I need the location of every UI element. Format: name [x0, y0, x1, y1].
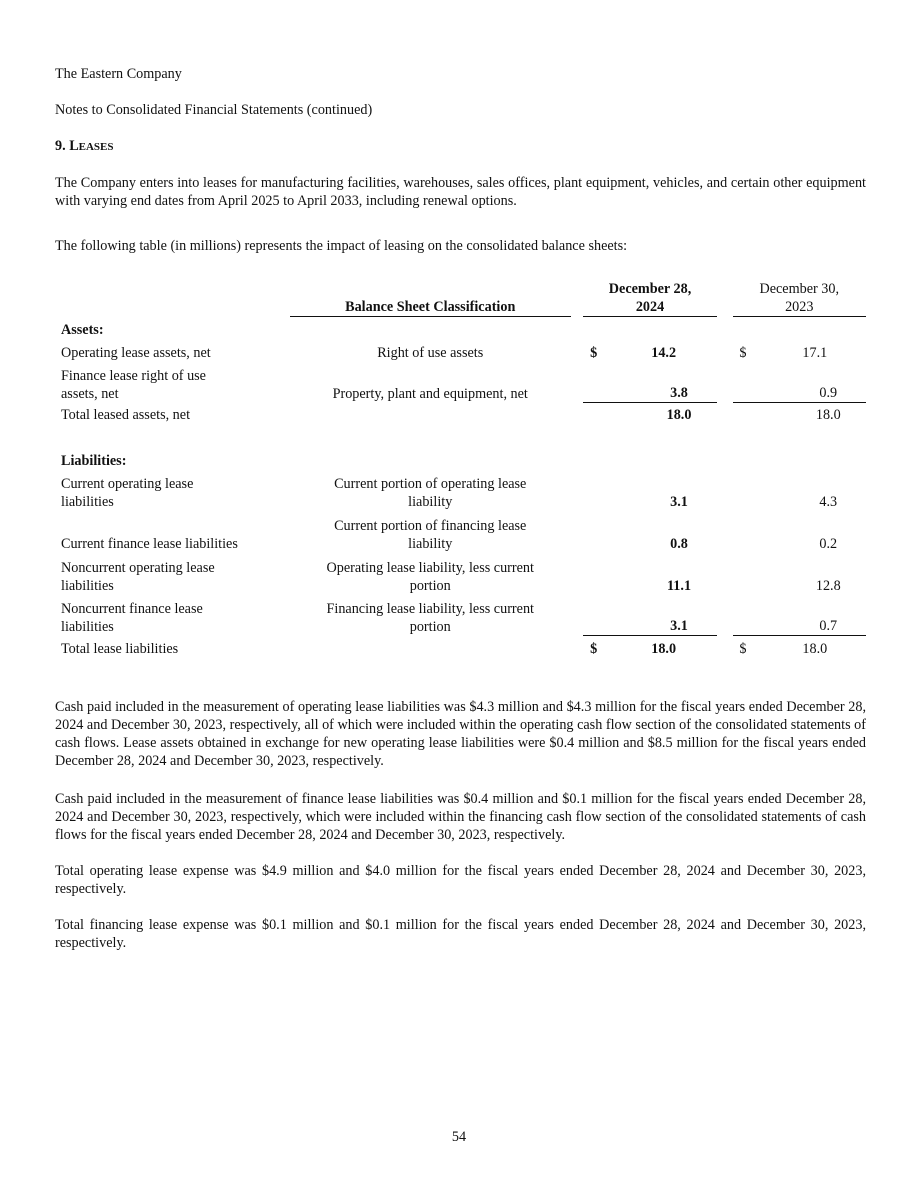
currency-symbol: $	[590, 641, 598, 657]
header-2023	[733, 280, 866, 317]
section-heading	[55, 137, 114, 156]
total-liabilities-2024: 18.0	[651, 641, 677, 657]
table-row-current-finance	[55, 511, 866, 553]
current-operating-label-line2: liabilities	[61, 494, 114, 510]
total-assets-2023: 18.0	[815, 407, 841, 423]
total-assets-label: Total leased assets, net	[61, 407, 191, 423]
operating-assets-2024: 14.2	[651, 345, 677, 361]
operating-assets-2023: 17.1	[802, 345, 828, 361]
section-title-rest: EASES	[78, 141, 114, 153]
table-row-total-liabilities	[55, 636, 866, 658]
table-row-noncurrent-finance	[55, 595, 866, 636]
total-liabilities-label: Total lease liabilities	[61, 641, 179, 657]
noncurrent-finance-class-line2: portion	[409, 619, 451, 635]
current-finance-label: Current finance lease liabilities	[61, 536, 238, 552]
current-finance-2024: 0.8	[670, 536, 688, 552]
page-subtitle: Notes to Consolidated Financial Statements (continued)	[55, 102, 373, 118]
finance-assets-2023: 0.9	[733, 384, 866, 403]
table-row-finance-assets	[55, 362, 866, 403]
current-operating-class	[290, 470, 571, 511]
operating-cash-paragraph: Cash paid included in the measurement of operating lease liabilities was $4.3 million and $4.3 million for the fiscal years ended December 28, 2024 and December 30, 2023, respectively, all of which were included within the operating cash flow section of the consolidated statements of cash flows. Lease assets obtained in exchange for new operating lease liabilities were $0.4 million and $8.5 million for the fiscal years ended December 28, 2024 and December 30, 2023, respectively.	[55, 699, 866, 769]
header-2023-line1: December 30,	[759, 281, 840, 297]
finance-assets-label-line2: assets, net	[61, 386, 119, 402]
header-classification: Balance Sheet Classification	[290, 294, 571, 317]
noncurrent-operating-class-line2: portion	[409, 578, 451, 594]
currency-symbol: $	[739, 345, 747, 361]
finance-cash-paragraph: Cash paid included in the measurement of finance lease liabilities was $0.4 million and $0.1 million for the fiscal years ended December 28, 2024 and December 30, 2023, respectively, which were included within the financing cash flow section of the consolidated statements of cash flows for the fiscal years ended December 28, 2024 and December 30, 2023, respectively.	[55, 791, 866, 843]
currency-symbol: $	[739, 641, 747, 657]
noncurrent-finance-label	[55, 595, 290, 636]
noncurrent-finance-class	[290, 595, 571, 636]
company-name: The Eastern Company	[55, 66, 182, 82]
current-finance-class	[290, 511, 571, 553]
intro-paragraph: The Company enters into leases for manufacturing facilities, warehouses, sales offices, plant equipment, vehicles, and certain other equipment with varying end dates from April 2025 to April 2033, including renewal options.	[55, 175, 866, 209]
financing-expense-paragraph: Total financing lease expense was $0.1 million and $0.1 million for the fiscal years ended December 28, 2024 and December 30, 2023, respectively.	[55, 917, 866, 951]
operating-assets-label: Operating lease assets, net	[61, 345, 211, 361]
header-2023-line2: 2023	[785, 299, 814, 315]
noncurrent-finance-2024: 3.1	[583, 617, 716, 636]
table-row-noncurrent-operating	[55, 553, 866, 595]
page-number: 54	[451, 1129, 467, 1145]
liabilities-heading: Liabilities:	[61, 453, 127, 469]
current-operating-2024: 3.1	[670, 494, 688, 510]
current-operating-label	[55, 470, 290, 511]
section-number: 9.	[55, 138, 70, 154]
total-liabilities-2023: 18.0	[802, 641, 828, 657]
header-2024	[583, 280, 716, 317]
operating-assets-class: Right of use assets	[377, 345, 484, 361]
finance-assets-2024: 3.8	[583, 384, 716, 403]
noncurrent-operating-2024: 11.1	[667, 578, 692, 594]
finance-assets-label-line1: Finance lease right of use	[61, 368, 206, 384]
lease-balance-table	[55, 280, 866, 658]
assets-heading: Assets:	[61, 322, 104, 338]
noncurrent-finance-label-line2: liabilities	[61, 619, 114, 635]
current-operating-2023: 4.3	[819, 494, 838, 510]
header-2024-line2: 2024	[635, 299, 665, 315]
current-finance-class-line1: Current portion of financing lease	[334, 518, 527, 534]
noncurrent-finance-2023: 0.7	[733, 617, 866, 636]
table-row-assets-heading	[55, 317, 866, 339]
currency-symbol: $	[590, 345, 598, 361]
finance-assets-label	[55, 362, 290, 403]
current-operating-class-line1: Current portion of operating lease	[334, 476, 527, 492]
finance-assets-class: Property, plant and equipment, net	[332, 386, 528, 402]
noncurrent-finance-label-line1: Noncurrent finance lease	[61, 601, 203, 617]
noncurrent-operating-class	[290, 553, 571, 595]
total-assets-2024: 18.0	[666, 407, 692, 423]
noncurrent-operating-label-line2: liabilities	[61, 578, 114, 594]
noncurrent-operating-label	[55, 553, 290, 595]
noncurrent-finance-class-line1: Financing lease liability, less current	[326, 601, 534, 617]
current-operating-class-line2: liability	[408, 494, 453, 510]
table-row-operating-assets	[55, 339, 866, 362]
current-finance-class-line2: liability	[408, 536, 453, 552]
table-intro-paragraph: The following table (in millions) represents the impact of leasing on the consolidated balance sheets:	[55, 238, 628, 254]
noncurrent-operating-label-line1: Noncurrent operating lease	[61, 560, 215, 576]
current-operating-label-line1: Current operating lease	[61, 476, 194, 492]
table-header-row	[55, 280, 866, 317]
current-finance-2023: 0.2	[819, 536, 838, 552]
noncurrent-operating-2023: 12.8	[815, 578, 841, 594]
table-row-total-assets	[55, 403, 866, 424]
table-row-liabilities-heading	[55, 424, 866, 470]
header-2024-line1: December 28,	[608, 281, 692, 297]
section-title-initial: L	[69, 138, 79, 154]
operating-expense-paragraph: Total operating lease expense was $4.9 million and $4.0 million for the fiscal years ended December 28, 2024 and December 30, 2023, respectively.	[55, 863, 866, 897]
noncurrent-operating-class-line1: Operating lease liability, less current	[326, 560, 534, 576]
table-row-current-operating	[55, 470, 866, 511]
